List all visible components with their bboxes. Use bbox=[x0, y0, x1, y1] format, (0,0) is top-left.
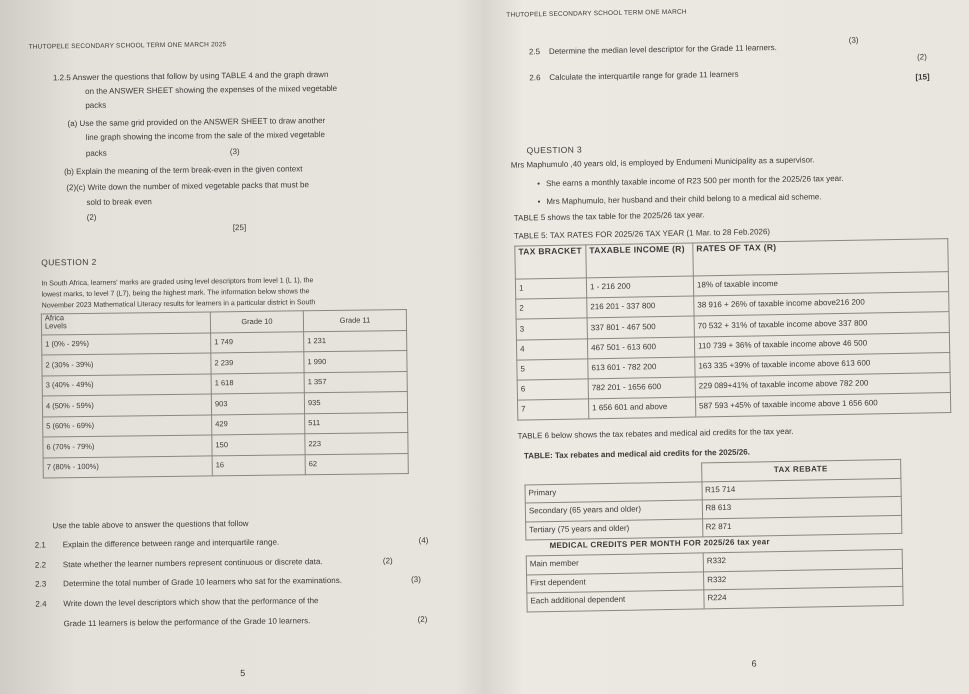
table-cell: Tertiary (75 years and older) bbox=[526, 518, 703, 540]
q125a-line1: (a) Use the same grid provided on the ANSWER SHEET to draw another bbox=[67, 116, 326, 129]
table-cell: R15 714 bbox=[701, 478, 900, 500]
tax-rates-table bbox=[514, 238, 951, 421]
table-cell: 613 601 - 782 200 bbox=[588, 357, 695, 379]
page-number: 5 bbox=[240, 668, 246, 679]
q125a-line2: line graph showing the income from the sale of the mixed vegetable bbox=[85, 130, 325, 142]
q22-text: State whether the learner numbers represent continuous or discrete data. bbox=[62, 557, 323, 570]
q26-number: 2.6 bbox=[529, 73, 541, 83]
table-cell: Primary bbox=[525, 481, 702, 503]
table-cell: 1 bbox=[515, 278, 586, 299]
table-cell: R224 bbox=[704, 586, 903, 608]
table6-title: TABLE: Tax rebates and medical aid credits for the 2025/26. bbox=[523, 447, 751, 461]
table-cell: 587 593 +45% of taxable income above 1 656 600 bbox=[695, 393, 950, 418]
table-cell: 337 801 - 467 500 bbox=[587, 316, 694, 338]
q21-mark: (4) bbox=[418, 535, 429, 545]
q125c-line1: (2)(c) Write down the number of mixed vegetable packs that must be bbox=[66, 180, 309, 193]
table5-title: TABLE 5: TAX RATES FOR 2025/26 TAX YEAR (1 Mar. to 28 Feb.2026) bbox=[514, 227, 771, 241]
q125-line1: 1.2.5 Answer the questions that follow by using TABLE 4 and the graph drawn bbox=[52, 69, 329, 83]
q24-text-line2: Grade 11 learners is below the performance of the Grade 10 learners. bbox=[63, 616, 311, 629]
table-cell: 223 bbox=[305, 433, 408, 455]
table-cell: 4 (50% - 59%) bbox=[42, 394, 211, 417]
medical-credits-table bbox=[526, 549, 904, 612]
table-cell: R332 bbox=[703, 549, 902, 571]
q23-text: Determine the total number of Grade 10 learners who sat for the examinations. bbox=[63, 575, 342, 589]
table-cell: 1 231 bbox=[304, 330, 407, 352]
table-cell: R8 613 bbox=[702, 496, 901, 518]
q22-mark: (2) bbox=[382, 556, 393, 566]
table-cell: 467 501 - 613 600 bbox=[587, 337, 694, 359]
table-cell: 1 - 216 200 bbox=[586, 276, 693, 298]
question-2-total: [15] bbox=[915, 72, 930, 82]
table-cell: 229 089+41% of taxable income above 782 200 bbox=[695, 372, 950, 397]
table-corner-top: Africa bbox=[44, 313, 65, 323]
table-cell: 163 335 +39% of taxable income above 613 600 bbox=[695, 352, 950, 377]
q2-results-table bbox=[41, 309, 409, 478]
q25-number: 2.5 bbox=[528, 47, 541, 57]
table-cell: R2 871 bbox=[702, 515, 901, 537]
q125c-line2: sold to break even bbox=[86, 197, 152, 207]
table-cell: 18% of taxable income bbox=[693, 272, 948, 297]
q21-text: Explain the difference between range and interquartile range. bbox=[62, 537, 280, 550]
bullet-icon: • bbox=[537, 179, 541, 189]
table-header-grade10: Grade 10 bbox=[210, 311, 303, 333]
table-cell: 3 bbox=[516, 318, 587, 339]
q22-number: 2.2 bbox=[34, 560, 47, 570]
q23-number: 2.3 bbox=[35, 579, 47, 589]
table-cell: 903 bbox=[211, 393, 304, 415]
table-cell: 1 749 bbox=[211, 331, 304, 353]
q3-bullet-2-text: Mrs Maphumulo, her husband and their child belong to a medical aid scheme. bbox=[546, 192, 822, 207]
table-cell: 782 201 - 1656 600 bbox=[588, 377, 695, 399]
table-cell: 62 bbox=[305, 453, 408, 475]
bullet-icon: • bbox=[537, 197, 541, 207]
table-cell: 429 bbox=[212, 413, 305, 435]
q3-intro: Mrs Maphumulo ,40 years old, is employed by Endumeni Municipality as a supervisor. bbox=[510, 155, 815, 170]
q3-bullet-1-text: She earns a monthly taxable income of R23 500 per month for the 2025/26 tax year. bbox=[545, 173, 844, 189]
q125-total: [25] bbox=[232, 223, 247, 233]
q125b-line1: (b) Explain the meaning of the term break-even in the given context bbox=[64, 164, 303, 177]
q26-mark: (2) bbox=[916, 52, 927, 62]
q125a-line3: packs bbox=[85, 148, 107, 158]
table-cell: 6 bbox=[517, 379, 588, 400]
page-number: 6 bbox=[751, 658, 757, 669]
q25-mark: (3) bbox=[848, 35, 859, 45]
table-cell: 110 739 + 36% of taxable income above 46 500 bbox=[694, 332, 949, 357]
q24-text: Write down the level descriptors which show that the performance of the bbox=[63, 596, 319, 609]
table-cell: Main member bbox=[526, 553, 703, 575]
table-cell: 3 (40% - 49%) bbox=[42, 373, 211, 396]
table-cell: 216 201 - 337 800 bbox=[587, 296, 694, 318]
q24-mark: (2) bbox=[417, 614, 428, 624]
table-cell: 6 (70% - 79%) bbox=[43, 435, 212, 458]
q21-number: 2.1 bbox=[34, 540, 46, 550]
table-cell: Secondary (65 years and older) bbox=[525, 500, 702, 522]
table-header-cell bbox=[41, 312, 210, 335]
tax-header-bracket: TAX BRACKET bbox=[515, 245, 587, 279]
table-cell: First dependent bbox=[527, 571, 704, 593]
medical-credits-title: MEDICAL CREDITS PER MONTH FOR 2025/26 tax year bbox=[549, 537, 770, 551]
q23-mark: (3) bbox=[411, 574, 421, 585]
table-cell: 5 bbox=[517, 359, 588, 380]
table-cell: 7 (80% - 100%) bbox=[43, 455, 212, 478]
table-cell: 2 (30% - 39%) bbox=[42, 353, 211, 376]
q25-text: Determine the median level descriptor for the Grade 11 learners. bbox=[548, 43, 777, 57]
q3-bullet-2 bbox=[537, 192, 821, 208]
table-header-grade11: Grade 11 bbox=[303, 310, 406, 332]
q24-number: 2.4 bbox=[35, 599, 47, 609]
table-cell: 16 bbox=[212, 454, 305, 476]
tax-rebate-table bbox=[524, 459, 902, 541]
table-row bbox=[43, 453, 408, 478]
question-3-title: QUESTION 3 bbox=[526, 144, 583, 156]
page-header: THUTOPELE SECONDARY SCHOOL TERM ONE MARCH 2025 bbox=[28, 41, 227, 51]
q125a-mark: (3) bbox=[229, 147, 240, 157]
table-cell: 1 990 bbox=[304, 351, 407, 373]
table-cell: 1 357 bbox=[304, 371, 407, 393]
table-cell: 7 bbox=[517, 399, 588, 420]
table-cell: 935 bbox=[304, 392, 407, 414]
right-page bbox=[492, 0, 969, 694]
table-cell: Each additional dependent bbox=[527, 590, 704, 612]
table6-intro: TABLE 6 below shows the tax rebates and medical aid credits for the tax year. bbox=[517, 426, 794, 441]
table-cell: 2 bbox=[516, 298, 587, 319]
use-table-instruction: Use the table above to answer the questions that follow bbox=[52, 519, 249, 531]
tax-header-income: TAXABLE INCOME (R) bbox=[586, 243, 694, 278]
table-cell: 70 532 + 31% of taxable income above 337 800 bbox=[694, 312, 949, 337]
tax-header-rates: RATES OF TAX (R) bbox=[693, 239, 949, 276]
table-cell: 1 (0% - 29%) bbox=[42, 332, 211, 355]
table5-intro: TABLE 5 shows the tax table for the 2025/26 tax year. bbox=[513, 210, 705, 223]
q2-intro-line2: lowest marks, to level 7 (L7), being the highest mark. The information below shows the bbox=[41, 288, 310, 299]
table-cell: 5 (60% - 69%) bbox=[43, 414, 212, 437]
page-header: THUTOPELE SECONDARY SCHOOL TERM ONE MARCH bbox=[506, 8, 687, 19]
q3-bullet-1 bbox=[537, 174, 843, 190]
question-2-title: QUESTION 2 bbox=[41, 256, 97, 268]
table-cell: R332 bbox=[704, 568, 903, 590]
table-cell: 150 bbox=[212, 434, 305, 456]
q125c-mark: (2) bbox=[86, 212, 97, 222]
table-header-levels: Levels bbox=[44, 321, 67, 331]
q26-text: Calculate the interquartile range for grade 11 learners bbox=[549, 69, 739, 83]
table-cell: 2 239 bbox=[211, 352, 304, 374]
rebate-header: TAX REBATE bbox=[701, 459, 900, 481]
q125-line3: packs bbox=[85, 100, 107, 110]
q125-line2: on the ANSWER SHEET showing the expenses of the mixed vegetable bbox=[85, 83, 338, 96]
table-cell: 1 656 601 and above bbox=[588, 397, 695, 419]
table-cell: 38 916 + 26% of taxable income above216 200 bbox=[694, 292, 949, 317]
table-cell: 1 618 bbox=[211, 372, 304, 394]
q2-intro-line3: November 2023 Mathematical Literacy results for learners in a particular district in South bbox=[41, 299, 316, 310]
q2-intro-line1: In South Africa, learners' marks are graded using level descriptors from level 1 (L 1), the bbox=[41, 277, 314, 288]
table-cell: 4 bbox=[516, 338, 587, 359]
table-cell: 511 bbox=[305, 412, 408, 434]
